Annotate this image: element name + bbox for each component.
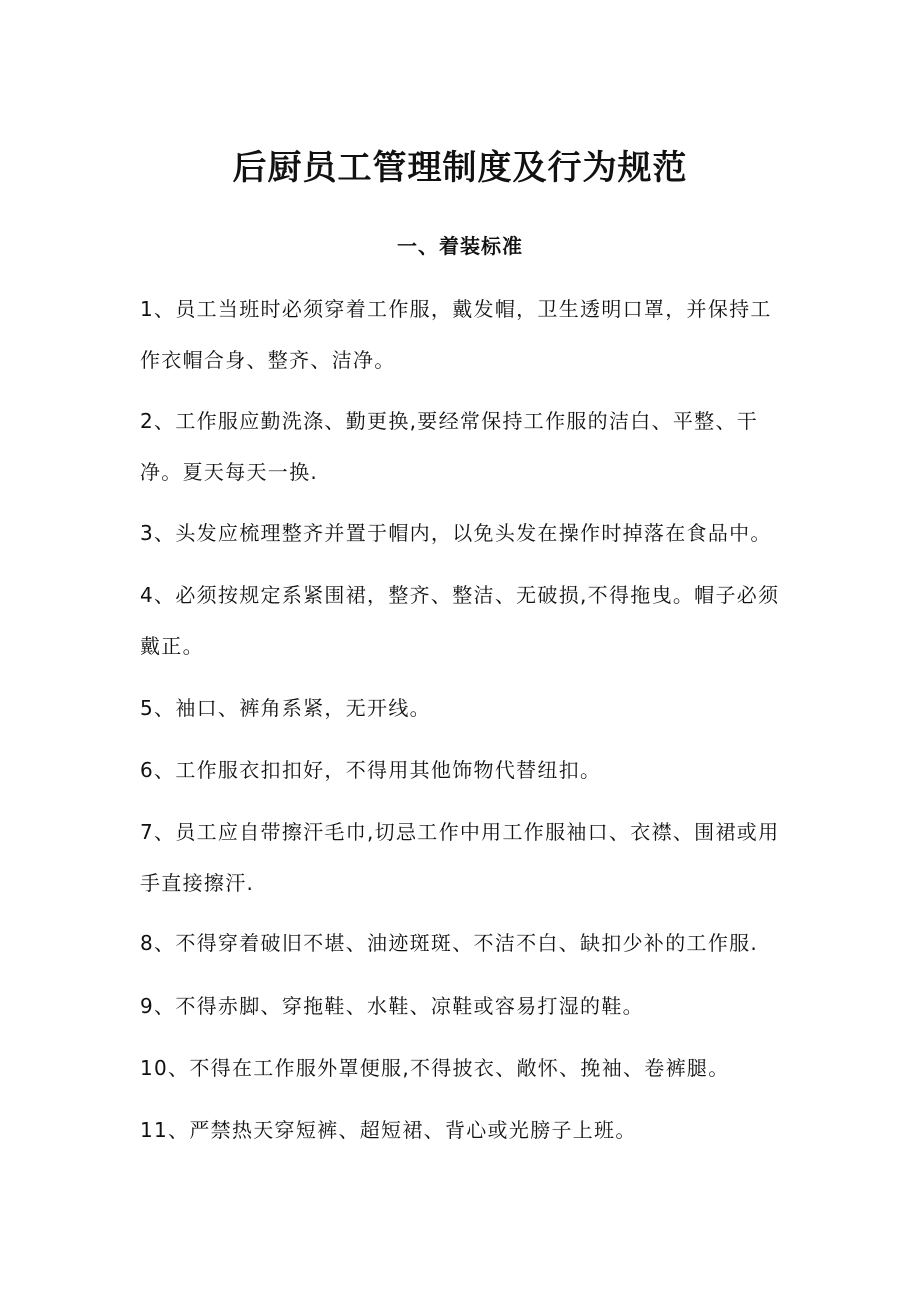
rule-item-10: 10、不得在工作服外罩便服,不得披衣、敞怀、挽袖、卷裤腿。 <box>140 1056 730 1080</box>
rule-item-5: 5、袖口、裤角系紧，无开线。 <box>140 696 431 720</box>
rule-item-4: 4、必须按规定系紧围裙，整齐、整洁、无破损,不得拖曳。帽子必须戴正。 <box>140 583 780 658</box>
rule-item-6: 6、工作服衣扣扣好，不得用其他饰物代替纽扣。 <box>140 758 602 782</box>
rule-item-7: 7、员工应自带擦汗毛巾,切忌工作中用工作服袖口、衣襟、围裙或用手直接擦汗. <box>140 820 780 895</box>
rule-item-2: 2、工作服应勤洗涤、勤更换,要经常保持工作服的洁白、平整、干净。夏天每天一换. <box>140 409 759 484</box>
rule-item-1: 1、员工当班时必须穿着工作服，戴发帽，卫生透明口罩，并保持工作衣帽合身、整齐、洁净。 <box>140 297 772 372</box>
rule-item-9: 9、不得赤脚、穿拖鞋、水鞋、凉鞋或容易打湿的鞋。 <box>140 994 644 1018</box>
rule-item-11: 11、严禁热天穿短裤、超短裙、背心或光膀子上班。 <box>140 1118 637 1142</box>
document-title: 后厨员工管理制度及行为规范 <box>232 148 688 188</box>
rule-item-3: 3、头发应梳理整齐并置于帽内，以免头发在操作时掉落在食品中。 <box>140 521 772 545</box>
section-heading: 一、着装标准 <box>397 234 523 258</box>
rule-item-8: 8、不得穿着破旧不堪、油迹斑斑、不洁不白、缺扣少补的工作服. <box>140 931 759 955</box>
